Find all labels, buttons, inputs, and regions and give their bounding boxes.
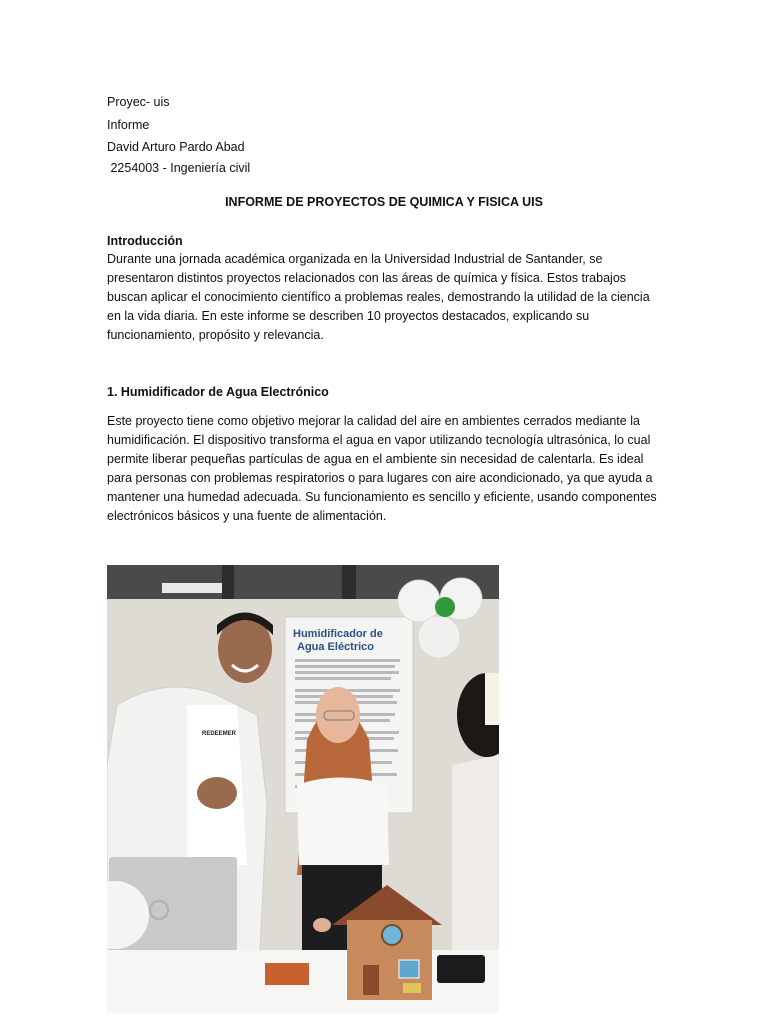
shirt-text: REDEEMER — [202, 731, 237, 737]
intro-heading: Introducción — [107, 234, 183, 248]
section1-paragraph: Este proyecto tiene como objetivo mejorar la calidad del aire en ambientes cerrados mediante la humidificación. El dispositivo transforma el agua en vapor utilizando tecnología ultrasónica, lo cual permite liberar pequeñas partículas de agua en el ambiente sin necesidad de calentarla. Es ideal para personas con problemas respiratorios o para lugares con aire acondicionado, ya que ayuda a mantener una humedad adecuada. Su funcionamiento es sencillo y eficiente, usando componentes electrónicos básicos y una fuente de alimentación. — [107, 414, 657, 523]
project-photo — [107, 565, 499, 1013]
poster-title-line1: Humidificador de — [293, 628, 383, 640]
header-project: Proyec- uis — [107, 95, 170, 109]
header-author: David Arturo Pardo Abad — [107, 140, 245, 154]
header-student-id: 2254003 - Ingeniería civil — [107, 161, 251, 175]
document-title: INFORME DE PROYECTOS DE QUIMICA Y FISICA UIS — [225, 195, 543, 209]
intro-paragraph: Durante una jornada académica organizada en la Universidad Industrial de Santander, se presentaron distintos proyectos relacionados con las áreas de química y física. Estos trabajos buscan aplicar el conocimiento científico a problemas reales, demostrando la utilidad de la ciencia en la vida diaria. En este informe se describen 10 proyectos destacados, explicando su funcionamiento, propósito y relevancia. — [107, 252, 650, 342]
section1-heading: 1. Humidificador de Agua Electrónico — [107, 385, 329, 399]
poster-title-line2: Agua Eléctrico — [297, 641, 375, 653]
header-report-type: Informe — [107, 118, 150, 132]
